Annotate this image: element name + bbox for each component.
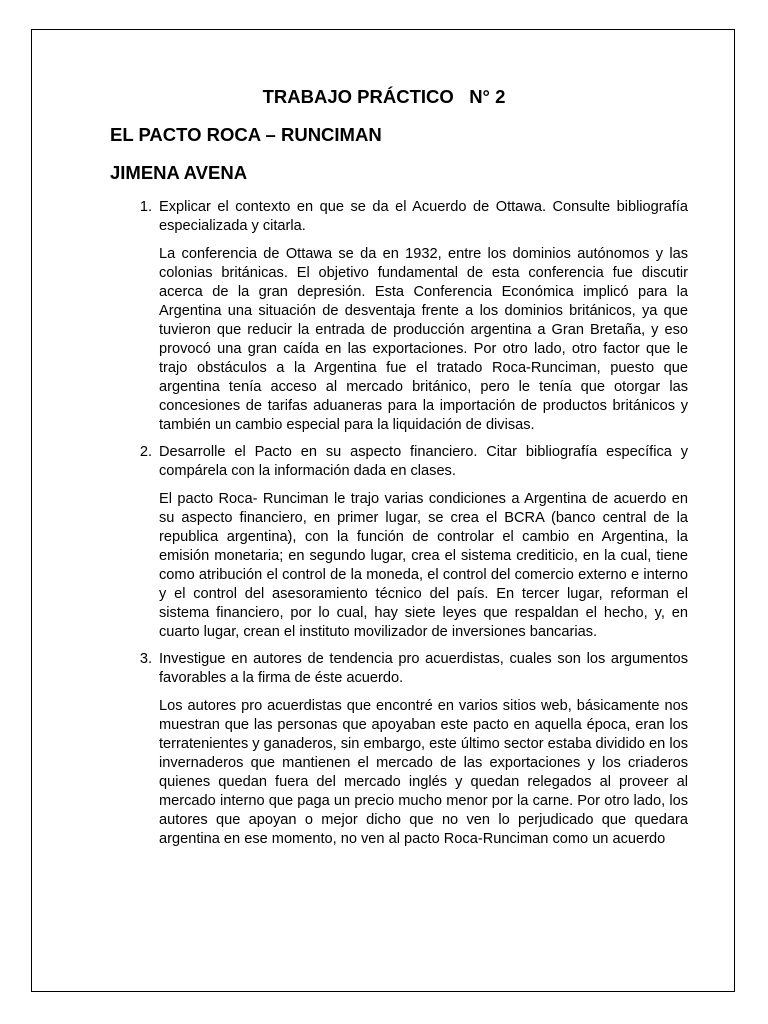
question-text: Investigue en autores de tendencia pro acuerdistas, cuales son los argumentos favorables a la firma de éste acuerdo. — [159, 651, 688, 686]
question-2 — [110, 443, 688, 481]
answer-2: El pacto Roca- Runciman le trajo varias condiciones a Argentina de acuerdo en su aspecto financiero, en primer lugar, se crea el BCRA (banco central de la republica argentina), con la función de controlar el cambio en Argentina, la emisión monetaria; en segundo lugar, crea el sistema crediticio, en la cual, tiene como atribución el control de la moneda, el control del comercio externo e interno y el control del asesoramiento técnico del país. En tercer lugar, reforman el sistema financiero, por lo cual, hay siete leyes que respaldan el hecho, y, en cuarto lugar, crean el instituto movilizador de inversiones bancarias. — [159, 491, 688, 640]
answer-1: La conferencia de Ottawa se da en 1932, entre los dominios autónomos y las colonias británicas. El objetivo fundamental de esta conferencia fue discutir acerca de la gran depresión. Esta Conferencia Económica implicó para la Argentina una situación de desventaja frente a los dominios británicos, ya que tuvieron que reducir la entrada de producción argentina a Gran Bretaña, y eso provocó una gran caída en las exportaciones. Por otro lado, otro factor que le trajo obstáculos a la Argentina fue el tratado Roca-Runciman, puesto que argentina tenía acceso al mercado británico, pero le tenía que otorgar las concesiones de tarifas aduaneras para la importación de productos británicos y también un cambio especial para la liquidación de divisas. — [159, 246, 688, 433]
question-number: 3. — [139, 651, 152, 667]
question-number: 2. — [139, 444, 152, 460]
document-subtitle: EL PACTO ROCA – RUNCIMAN — [110, 124, 382, 145]
document-author: JIMENA AVENA — [110, 162, 248, 183]
answer-3: Los autores pro acuerdistas que encontré en varios sitios web, básicamente nos muestran que las personas que apoyaban este pacto en aquella época, eran los terratenientes y ganaderos, sin embargo, este último sector estaba dividido en los invernaderos que mantienen el mercado de las exportaciones y los criaderos quienes quedan fuera del mercado inglés y quedan relegados al proveer al mercado interno que paga un precio mucho menor por la carne. Por otro lado, los autores que apoyan o mejor dicho que no ven lo perjudicado que quedara argentina en ese momento, no ven al pacto Roca-Runciman como un acuerdo — [159, 698, 688, 847]
question-3 — [110, 650, 688, 688]
document-title: TRABAJO PRÁCTICO N° 2 — [262, 86, 506, 107]
document-body — [110, 198, 688, 849]
page-frame — [31, 29, 735, 992]
question-number: 1. — [139, 199, 152, 215]
question-1 — [110, 198, 688, 236]
question-text: Explicar el contexto en que se da el Acuerdo de Ottawa. Consulte bibliografía especializada y citarla. — [159, 199, 688, 234]
question-text: Desarrolle el Pacto en su aspecto financiero. Citar bibliografía específica y compárela con la información dada en clases. — [159, 444, 688, 479]
